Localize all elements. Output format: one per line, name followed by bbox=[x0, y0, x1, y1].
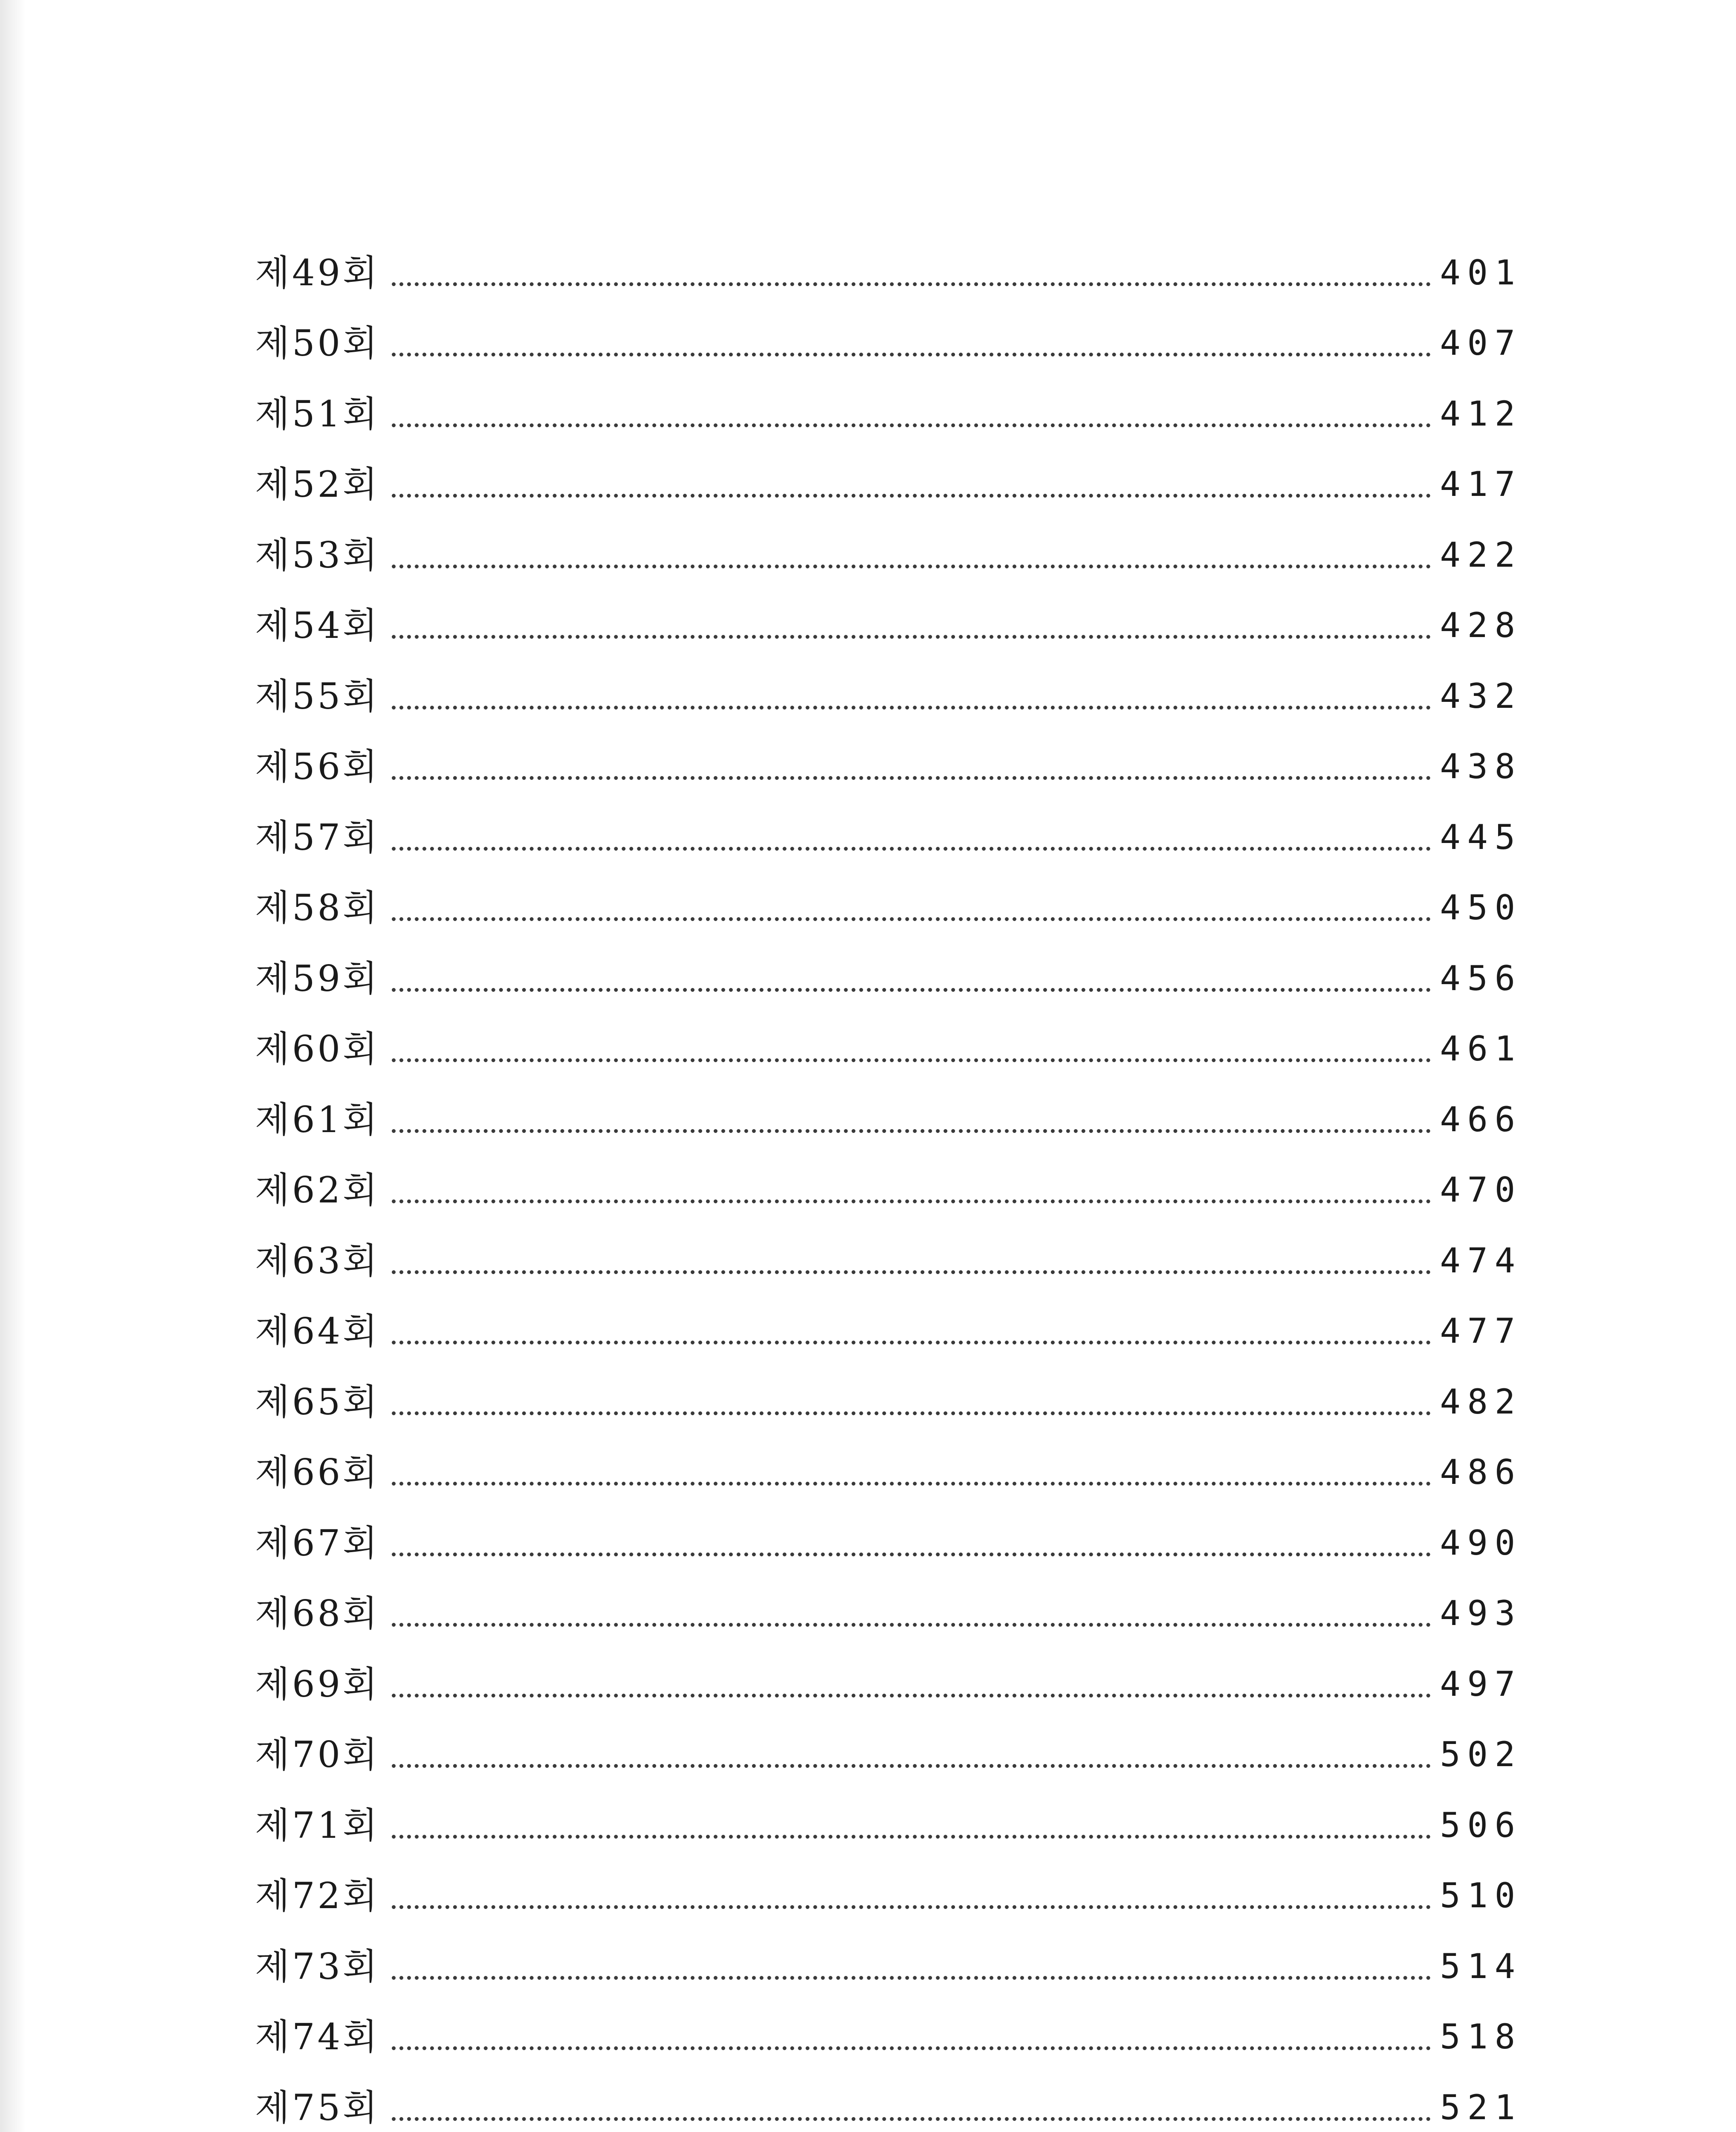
toc-entry-title: 제64회 bbox=[255, 1310, 380, 1352]
toc-entry-title: 제62회 bbox=[255, 1169, 380, 1211]
dot-leader bbox=[392, 706, 1430, 710]
toc-entry bbox=[255, 2013, 1522, 2060]
toc-entry bbox=[255, 532, 1522, 579]
toc-entry-page: 412 bbox=[1440, 394, 1522, 434]
toc-entry-title: 제74회 bbox=[255, 2016, 380, 2058]
toc-entry-page: 477 bbox=[1440, 1311, 1522, 1351]
toc-entry bbox=[255, 2084, 1522, 2131]
toc-entry-page: 456 bbox=[1440, 959, 1522, 998]
toc-entry bbox=[255, 1379, 1522, 1425]
dot-leader bbox=[392, 776, 1430, 780]
dot-leader bbox=[392, 1058, 1430, 1062]
toc-entry-page: 497 bbox=[1440, 1664, 1522, 1704]
toc-entry-page: 518 bbox=[1440, 2017, 1522, 2057]
toc-entry-title: 제75회 bbox=[255, 2087, 380, 2129]
toc-entry-title: 제56회 bbox=[255, 746, 380, 788]
toc-entry-page: 461 bbox=[1440, 1029, 1522, 1069]
toc-entry-title: 제67회 bbox=[255, 1522, 380, 1564]
toc-entry-page: 486 bbox=[1440, 1452, 1522, 1492]
toc-entry bbox=[255, 1590, 1522, 1637]
toc-entry-title: 제51회 bbox=[255, 393, 380, 435]
toc-entry bbox=[255, 1802, 1522, 1849]
dot-leader bbox=[392, 917, 1430, 921]
toc-entry bbox=[255, 391, 1522, 437]
toc-entry-title: 제57회 bbox=[255, 817, 380, 858]
dot-leader bbox=[392, 2117, 1430, 2121]
toc-entry bbox=[255, 249, 1522, 296]
toc-entry-page: 438 bbox=[1440, 747, 1522, 786]
toc-entry-page: 521 bbox=[1440, 2088, 1522, 2127]
dot-leader bbox=[392, 847, 1430, 851]
toc-entry-title: 제58회 bbox=[255, 887, 380, 929]
toc-entry-title: 제54회 bbox=[255, 605, 380, 646]
toc-entry-title: 제72회 bbox=[255, 1875, 380, 1917]
toc-entry bbox=[255, 955, 1522, 1002]
toc-entry bbox=[255, 1872, 1522, 1919]
dot-leader bbox=[392, 1976, 1430, 1980]
toc-entry-page: 422 bbox=[1440, 535, 1522, 575]
toc-entry-title: 제59회 bbox=[255, 958, 380, 999]
dot-leader bbox=[392, 1129, 1430, 1133]
dot-leader bbox=[392, 1905, 1430, 1909]
toc-entry bbox=[255, 1025, 1522, 1072]
toc-entry-title: 제65회 bbox=[255, 1381, 380, 1423]
toc-entry bbox=[255, 1308, 1522, 1355]
dot-leader bbox=[392, 494, 1430, 498]
toc-entry-title: 제66회 bbox=[255, 1451, 380, 1493]
dot-leader bbox=[392, 1270, 1430, 1274]
toc-entry bbox=[255, 884, 1522, 931]
toc-entry bbox=[255, 461, 1522, 508]
dot-leader bbox=[392, 1341, 1430, 1344]
toc-entry-title: 제53회 bbox=[255, 534, 380, 576]
toc-entry-page: 450 bbox=[1440, 888, 1522, 927]
dot-leader bbox=[392, 2046, 1430, 2050]
toc-entry bbox=[255, 1449, 1522, 1496]
dot-leader bbox=[392, 1835, 1430, 1839]
toc-entry bbox=[255, 673, 1522, 720]
toc-entry-title: 제55회 bbox=[255, 675, 380, 717]
toc-entry-title: 제63회 bbox=[255, 1240, 380, 1282]
dot-leader bbox=[392, 988, 1430, 992]
toc-entry-page: 445 bbox=[1440, 817, 1522, 857]
toc-entry bbox=[255, 320, 1522, 367]
toc-entry bbox=[255, 1167, 1522, 1214]
dot-leader bbox=[392, 282, 1430, 286]
toc-entry-title: 제69회 bbox=[255, 1663, 380, 1705]
dot-leader bbox=[392, 635, 1430, 639]
toc-entry-page: 417 bbox=[1440, 464, 1522, 504]
toc-entry-title: 제73회 bbox=[255, 1946, 380, 1987]
toc-entry-page: 428 bbox=[1440, 605, 1522, 645]
toc-entry-page: 506 bbox=[1440, 1805, 1522, 1845]
toc-entry-page: 514 bbox=[1440, 1947, 1522, 1986]
toc-entry-title: 제70회 bbox=[255, 1734, 380, 1776]
toc-entry-page: 482 bbox=[1440, 1382, 1522, 1422]
toc-entry-title: 제71회 bbox=[255, 1805, 380, 1846]
dot-leader bbox=[392, 353, 1430, 356]
toc-entry-page: 432 bbox=[1440, 676, 1522, 716]
toc-entry-title: 제60회 bbox=[255, 1028, 380, 1070]
toc-entry bbox=[255, 1661, 1522, 1708]
toc-entry bbox=[255, 1520, 1522, 1567]
toc-entry bbox=[255, 1096, 1522, 1143]
dot-leader bbox=[392, 1553, 1430, 1556]
dot-leader bbox=[392, 565, 1430, 568]
toc-entry bbox=[255, 602, 1522, 649]
dot-leader bbox=[392, 423, 1430, 427]
toc-entry-title: 제61회 bbox=[255, 1099, 380, 1141]
toc-entry-page: 493 bbox=[1440, 1593, 1522, 1633]
toc-entry-title: 제68회 bbox=[255, 1593, 380, 1634]
toc-entry bbox=[255, 743, 1522, 790]
toc-entry-page: 490 bbox=[1440, 1523, 1522, 1563]
dot-leader bbox=[392, 1411, 1430, 1415]
toc-entry-page: 401 bbox=[1440, 253, 1522, 293]
toc-entry bbox=[255, 1943, 1522, 1990]
dot-leader bbox=[392, 1199, 1430, 1203]
dot-leader bbox=[392, 1482, 1430, 1486]
toc-entry-page: 470 bbox=[1440, 1170, 1522, 1210]
dot-leader bbox=[392, 1623, 1430, 1627]
dot-leader bbox=[392, 1694, 1430, 1697]
toc-entry-page: 510 bbox=[1440, 1876, 1522, 1915]
toc-entry-page: 407 bbox=[1440, 323, 1522, 363]
toc-entry-title: 제50회 bbox=[255, 322, 380, 364]
dot-leader bbox=[392, 1764, 1430, 1768]
toc-entry-page: 502 bbox=[1440, 1735, 1522, 1774]
toc-entry bbox=[255, 1731, 1522, 1778]
toc-entry bbox=[255, 814, 1522, 861]
toc-entry bbox=[255, 1237, 1522, 1284]
toc-entry-page: 474 bbox=[1440, 1241, 1522, 1280]
toc-entry-title: 제52회 bbox=[255, 463, 380, 505]
toc-entry-title: 제49회 bbox=[255, 252, 380, 294]
toc-entry-page: 466 bbox=[1440, 1100, 1522, 1139]
